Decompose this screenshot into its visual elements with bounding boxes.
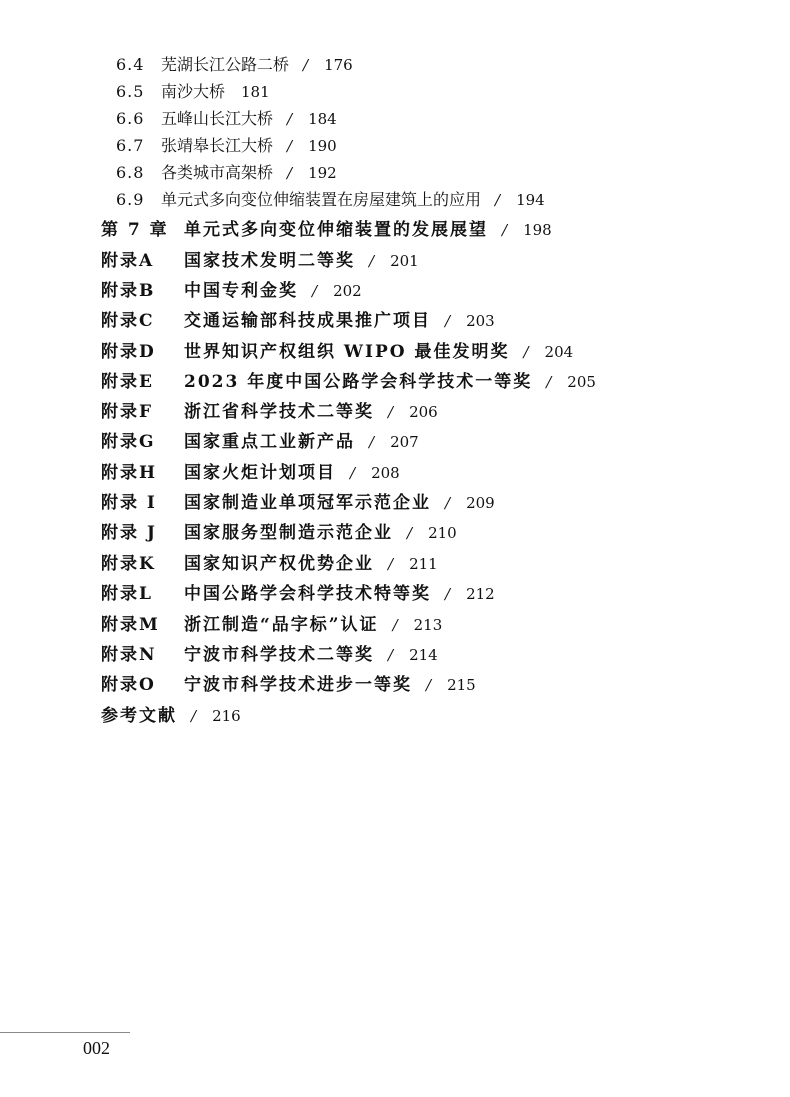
toc-entry-title: 五峰山长江大桥 / 184 xyxy=(161,109,337,128)
toc-page-number: 190 xyxy=(308,137,337,155)
toc-entry-title: 单元式多向变位伸缩装置在房屋建筑上的应用 / 194 xyxy=(161,190,545,209)
toc-separator: / xyxy=(369,252,375,270)
toc-entry-number: 附录L xyxy=(101,584,153,604)
toc-separator: / xyxy=(445,312,451,330)
toc-page-number: 202 xyxy=(333,282,362,300)
toc-separator: / xyxy=(445,494,451,512)
toc-entry-number: 6.8 xyxy=(116,163,145,182)
toc-page-number: 216 xyxy=(212,707,241,725)
toc-page-number: 204 xyxy=(544,343,574,361)
toc-page-number: 205 xyxy=(567,373,596,391)
toc-page-number: 211 xyxy=(409,555,438,573)
toc-entry-number: 附录 I xyxy=(101,493,157,513)
toc-entry-number: 附录K xyxy=(101,554,156,574)
toc-page-number: 212 xyxy=(466,585,495,603)
toc-entry-number: 附录O xyxy=(101,675,156,695)
toc-page-number: 214 xyxy=(409,646,438,664)
toc-entry-title: 宁波市科学技术进步一等奖 / 215 xyxy=(184,675,476,695)
toc-separator: / xyxy=(388,646,394,664)
toc-page-number: 192 xyxy=(308,164,337,182)
toc-page-number: 203 xyxy=(466,312,495,330)
toc-entry-title: 交通运输部科技成果推广项目 / 203 xyxy=(184,311,495,331)
toc-separator: / xyxy=(369,433,375,451)
toc-entry-number: 附录M xyxy=(101,615,160,635)
toc-separator: / xyxy=(426,676,432,694)
toc-entry-number: 附录E xyxy=(101,372,154,392)
toc-entry-number: 6.5 xyxy=(116,82,145,101)
toc-entry-title: 中国公路学会科学技术特等奖 / 212 xyxy=(184,584,495,604)
toc-entry-title: 浙江制造“品字标”认证 / 213 xyxy=(184,615,443,635)
toc-entry-title: 各类城市高架桥 / 192 xyxy=(161,163,337,182)
toc-entry-title: 芜湖长江公路二桥 / 176 xyxy=(161,55,353,74)
toc-entry-title: 单元式多向变位伸缩装置的发展展望 / 198 xyxy=(184,220,552,240)
toc-page-number: 209 xyxy=(466,494,495,512)
toc-entry-number: 6.9 xyxy=(116,190,145,209)
toc-entry-number: 附录F xyxy=(101,402,154,422)
toc-entry-number: 附录D xyxy=(101,342,156,362)
toc-entry-number: 附录N xyxy=(101,645,157,665)
toc-entry-number: 附录 J xyxy=(101,523,157,543)
toc-entry-title: 张靖皋长江大桥 / 190 xyxy=(161,136,337,155)
toc-separator: / xyxy=(495,191,501,209)
toc-entry-number: 第 7 章 xyxy=(101,220,169,240)
toc-entry-number: 参考文献 / 216 xyxy=(101,706,241,726)
toc-separator: / xyxy=(502,221,508,239)
toc-page-number: 207 xyxy=(390,433,419,451)
toc-page-number: 206 xyxy=(409,403,438,421)
toc-entry-number: 附录A xyxy=(101,251,155,271)
toc-separator: / xyxy=(312,282,318,300)
toc-entry-number: 6.4 xyxy=(116,55,145,74)
toc-page-number: 184 xyxy=(308,110,337,128)
toc-page-number: 201 xyxy=(390,252,419,270)
toc-separator: / xyxy=(191,707,197,725)
toc-page-number: 198 xyxy=(523,221,552,239)
toc-entry-number: 附录C xyxy=(101,311,155,331)
toc-entry-title: 国家重点工业新产品 / 207 xyxy=(184,432,419,452)
toc-entry-number: 6.6 xyxy=(116,109,145,128)
toc-separator: / xyxy=(303,56,309,74)
toc-entry-title: 中国专利金奖 / 202 xyxy=(184,281,362,301)
toc-separator: / xyxy=(388,403,394,421)
toc-separator: / xyxy=(287,137,293,155)
toc-entry-title: 南沙大桥 181 xyxy=(161,82,270,101)
toc-entry-number: 附录G xyxy=(101,432,156,452)
toc-separator: / xyxy=(523,343,529,361)
toc-entry-number: 附录B xyxy=(101,281,156,301)
toc-separator: / xyxy=(287,164,293,182)
footer-divider xyxy=(0,1032,130,1033)
toc-entry-title: 2023 年度中国公路学会科学技术一等奖 / 205 xyxy=(184,372,596,392)
toc-entry-title: 国家制造业单项冠军示范企业 / 209 xyxy=(184,493,495,513)
toc-separator: / xyxy=(392,616,398,634)
toc-separator: / xyxy=(287,110,293,128)
toc-entry-title: 世界知识产权组织 WIPO 最佳发明奖 / 204 xyxy=(184,342,574,362)
toc-entry-title: 国家火炬计划项目 / 208 xyxy=(184,463,400,483)
toc-entry-title: 浙江省科学技术二等奖 / 206 xyxy=(184,402,438,422)
page-number: 002 xyxy=(83,1038,110,1058)
toc-separator: / xyxy=(350,464,356,482)
toc-entry-title: 国家服务型制造示范企业 / 210 xyxy=(184,523,457,543)
toc-separator: / xyxy=(388,555,394,573)
toc-entry-number: 附录H xyxy=(101,463,158,483)
toc-page-number: 181 xyxy=(241,83,270,101)
toc-page-number: 176 xyxy=(324,56,353,74)
toc-entry-title: 国家知识产权优势企业 / 211 xyxy=(184,554,438,574)
toc-page-number: 213 xyxy=(413,616,443,634)
toc-entry-title: 国家技术发明二等奖 / 201 xyxy=(184,251,419,271)
toc-entry-number: 6.7 xyxy=(116,136,145,155)
toc-separator: / xyxy=(407,524,413,542)
toc-separator: / xyxy=(445,585,451,603)
toc-page-number: 210 xyxy=(428,524,457,542)
toc-page-number: 194 xyxy=(516,191,545,209)
toc-entry-title: 宁波市科学技术二等奖 / 214 xyxy=(184,645,438,665)
toc-page-number: 215 xyxy=(447,676,476,694)
toc-separator: / xyxy=(546,373,552,391)
toc-page-number: 208 xyxy=(371,464,400,482)
